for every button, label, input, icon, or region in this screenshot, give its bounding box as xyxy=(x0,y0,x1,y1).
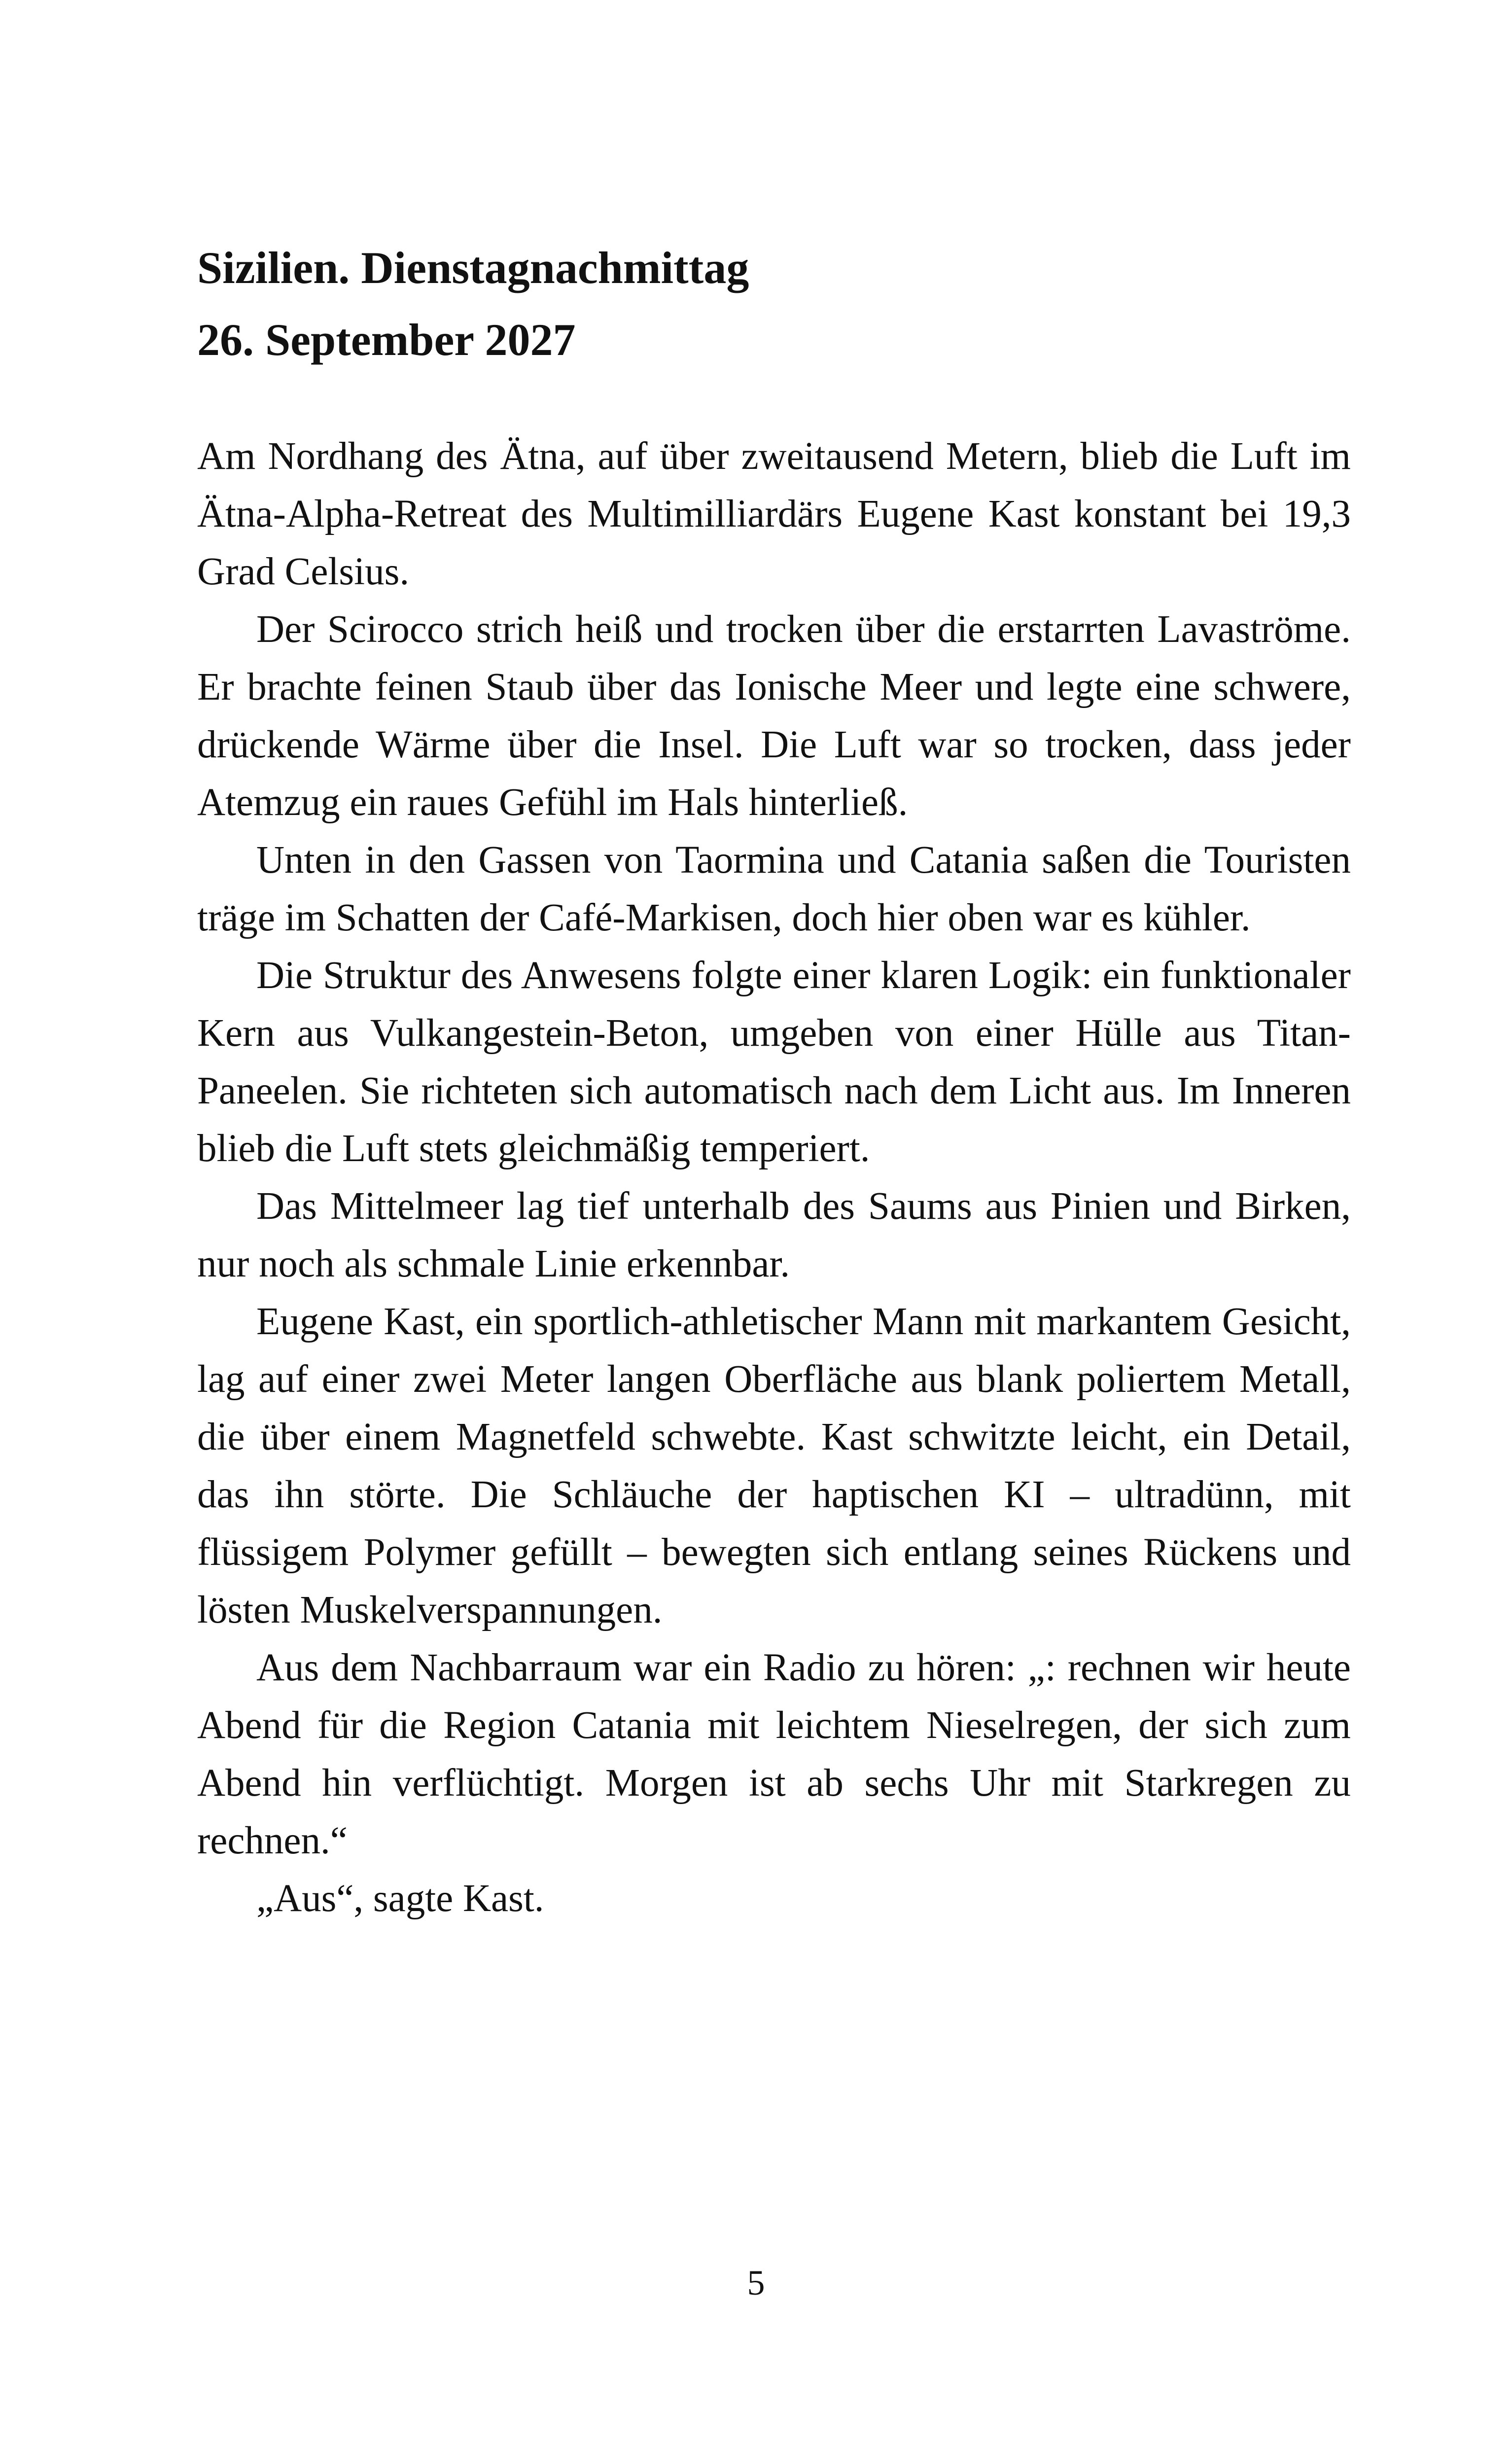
chapter-heading-location: Sizilien. Dienstagnachmittag xyxy=(197,243,749,293)
chapter-heading-date: 26. September 2027 xyxy=(197,315,576,365)
paragraph-5: Das Mittelmeer lag tief unterhalb des Saums aus Pinien und Birken, nur noch als schmale Linie erkennbar. xyxy=(197,1185,1351,1285)
paragraph-8: „Aus“, sagte Kast. xyxy=(256,1877,544,1920)
paragraph-4: Die Struktur des Anwesens folgte einer klaren Logik: ein funktionaler Kern aus Vulkangestein-Beton, umgeben von einer Hülle aus Titan-Paneelen. Sie richteten sich automatisch nach dem Licht aus. Im Inneren blieb die Luft stets gleichmäßig temperiert. xyxy=(197,954,1351,1170)
paragraph-7: Aus dem Nachbarraum war ein Radio zu hören: „: rechnen wir heute Abend für die Region Catania mit leichtem Nieselregen, der sich zum Abend hin verflüchtigt. Morgen ist ab sechs Uhr mit Starkregen zu rechnen.“ xyxy=(197,1646,1351,1862)
paragraph-2: Der Scirocco strich heiß und trocken über die erstarrten Lavaströme. Er brachte feinen Staub über das Ionische Meer und legte eine schwere, drückende Wärme über die Insel. Die Luft war so trocken, dass jeder Atemzug ein raues Gefühl im Hals hinterließ. xyxy=(197,608,1351,824)
page-number: 5 xyxy=(747,2263,765,2303)
paragraph-6: Eugene Kast, ein sportlich-athletischer Mann mit markantem Gesicht, lag auf einer zwei Meter langen Oberfläche aus blank poliertem Metall, die über einem Magnetfeld schwebte. Kast schwitzte leicht, ein Detail, das ihn störte. Die Schläuche der haptischen KI – ultradünn, mit flüssigem Polymer gefüllt – bewegten sich entlang seines Rückens und lösten Muskelverspannungen. xyxy=(197,1300,1351,1631)
paragraph-3: Unten in den Gassen von Taormina und Catania saßen die Touristen träge im Schatten der Café-Markisen, doch hier oben war es kühler. xyxy=(197,839,1351,939)
paragraph-1: Am Nordhang des Ätna, auf über zweitausend Metern, blieb die Luft im Ätna-Alpha-Retreat des Multimilliardärs Eugene Kast konstant bei 19,3 Grad Celsius. xyxy=(197,435,1351,593)
body-text xyxy=(197,427,1351,1927)
book-page xyxy=(197,232,1351,1927)
chapter-heading xyxy=(197,232,1351,376)
